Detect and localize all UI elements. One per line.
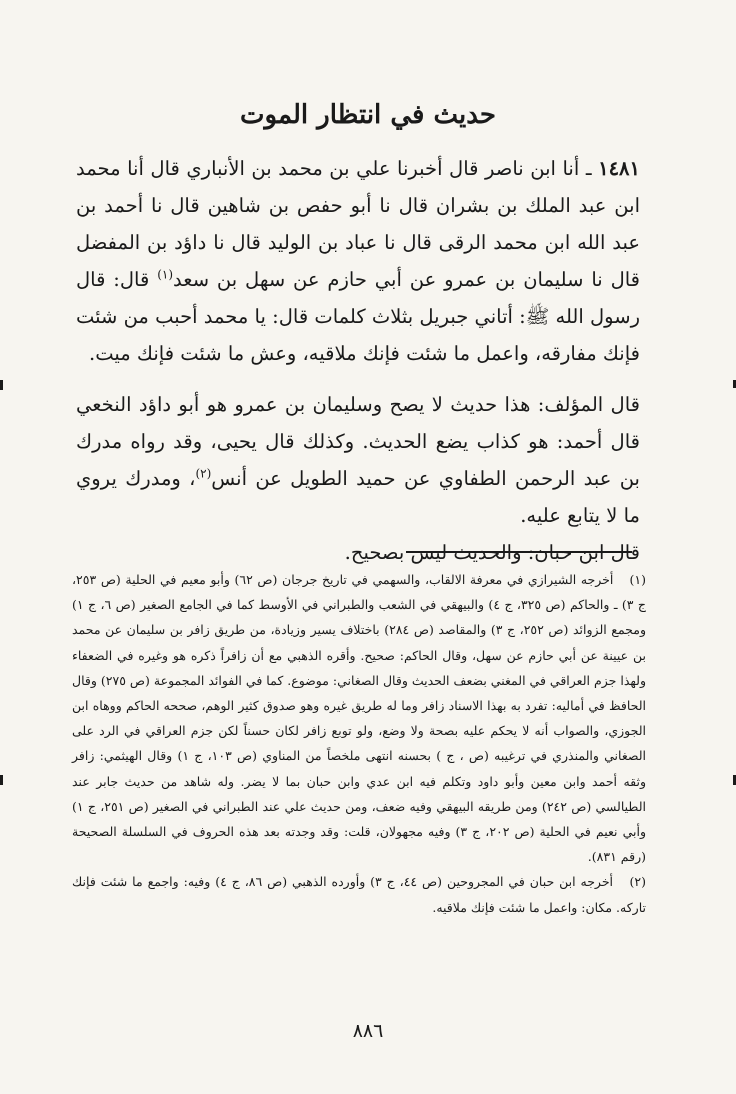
commentary-text-1: قال المؤلف: هذا حديث لا يصح وسليمان بن عمرو هو أبو داؤد النخعي قال أحمد: هو كذاب يضع الحديث. وكذلك قال يحيى، وقد رواه مدرك بن عبد الرحمن الطفاوي عن حميد الطويل عن أنس: [76, 393, 640, 490]
footnote-text: أخرجه الشيرازي في معرفة الالقاب، والسهمي في تاريخ جرجان (ص ٦٢) وأبو معيم في الحلية (ص ٢٥٣، ج ٣) ـ والحاكم (ص ٣٢٥، ج ٤) والبيهقي في الشعب والطبراني في الأوسط كما في الجامع الصغير (ص ٦، ج ١) ومجمع الزوائد (ص ٢٥٢، ج ٣) والمقاصد (ص ٢٨٤) باختلاف يسير وزيادة، من طريق زافر بن سليمان عن محمد بن عيينة عن أبي حازم عن سهل، وقال الحاكم: صحيح. وأقره الذهبي مع أن زافراً ذكره هو وغيره في الضعفاء ولهذا جزم العراقي في المغني بضعف الحديث وقال الصغاني: موضوع. كما في الفوائد المجموعة (ص ٢٧٥) وقال الحافظ في أماليه: تفرد به بهذا الاسناد زافر وما له طريق غيره وهو صدوق كثير الوهم، صححه الحاكم ووهاه ابن الجوزي، والصواب أنه لا يحكم عليه بصحة ولا وضع، ولو توبع زافر لكان حسناً لكن جزم العراقي في الرد على الصغاني والمنذري في ترغيبه (ص ، ج ) بحسنه انتهى ملخصاً من المناوي (ص ١٠٣، ج ١) وقال الهيثمي: زافر وثقه أحمد وابن معين وأبو داود وتكلم فيه ابن عدي وابن حبان بما لا يضر. وله شاهد من حديث جابر عند الطيالسي (ص ٢٤٢) ومن طريقه البيهقي وفيه ضعف، ومن حديث علي عند الطبراني في الصغير (ص ٢٥١، ج ١) وأبي نعيم في الحلية (ص ٢٠٢، ج ٣) وفيه مجهولان، قلت: وقد وجدته بعد هذه الحروف في السلسلة الصحيحة (رقم ٨٣١).: [72, 572, 646, 865]
footnote-ref-1[interactable]: (١): [157, 267, 174, 282]
footnote-item: [72, 869, 646, 919]
commentary-paragraph: [76, 386, 640, 534]
page-number: ٨٨٦: [352, 1020, 384, 1042]
hadith-chain-text: أنا ابن ناصر قال أخبرنا علي بن محمد بن الأنباري قال أنا محمد ابن عبد الملك بن بشران قال نا أبو حفص بن شاهين قال نا أحمد بن عبد الله ابن محمد الرقى قال نا عباد بن الوليد قال نا داؤد بن المفضل قال نا سليمان بن عمرو عن أبي حازم عن سهل بن سعد: [76, 157, 640, 291]
scan-edge-mark: [0, 775, 3, 785]
page-title: حديث في انتظار الموت: [240, 100, 496, 130]
hadith-number: ١٤٨١: [598, 157, 640, 180]
hadith-paragraph: [76, 150, 640, 372]
footnote-text: أخرجه ابن حبان في المجروحين (ص ٤٤، ج ٣) وأورده الذهبي (ص ٨٦، ج ٤) وفيه: واجمع ما شئت فإنك تاركه. مكان: واعمل ما شئت فإنك ملاقيه.: [72, 874, 646, 915]
footnote-ref-2[interactable]: (٢): [195, 466, 212, 481]
scan-edge-mark: [0, 380, 3, 390]
footnote-item: [72, 567, 646, 869]
hadith-matn-text: قال: قال رسول الله ﷺ: أتاني جبريل بثلاث كلمات قال: يا محمد أحبب من شئت فإنك مفارقه، واعمل ما شئت فإنك ملاقيه، وعش ما شئت فإنك ميت.: [76, 268, 640, 365]
commentary-text-3: قال ابن حبان: والحديث ليس بصحيح.: [344, 541, 640, 564]
footnote-marker: (٢): [629, 874, 646, 890]
main-text-block: [76, 150, 640, 571]
footnote-marker: (١): [629, 572, 646, 587]
hadith-dash: ـ: [585, 157, 592, 180]
commentary-text-2: ، ومدرك يروي ما لا يتابع عليه.: [76, 467, 640, 527]
footnote-separator: [406, 551, 632, 553]
footnotes-block: [72, 567, 646, 920]
